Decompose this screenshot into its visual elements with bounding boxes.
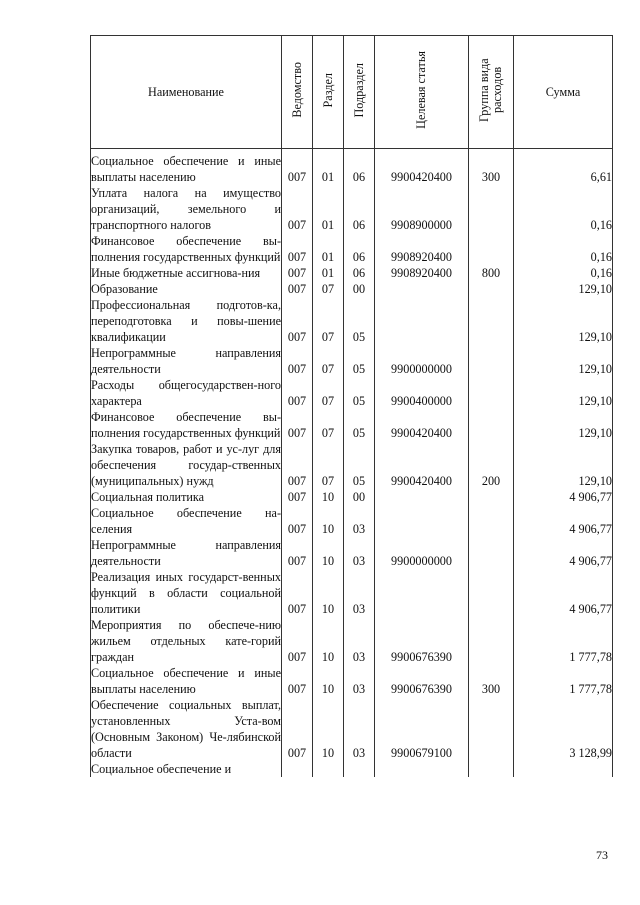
table-row	[91, 665, 613, 697]
row-target-article: 9900000000	[375, 537, 469, 569]
row-sum: 4 906,77	[514, 569, 613, 617]
row-name: Непрограммные направления деятельности	[91, 538, 281, 568]
row-vedomstvo: 007	[282, 489, 313, 505]
row-podrazdel: 00	[344, 281, 375, 297]
row-podrazdel: 00	[344, 489, 375, 505]
table-row	[91, 265, 613, 281]
header-name: Наименование	[91, 36, 282, 149]
row-target-article	[375, 489, 469, 505]
row-expense-group: 300	[469, 665, 514, 697]
header-expense-group: Группа вида расходов	[469, 36, 514, 149]
header-sum: Сумма	[514, 36, 613, 149]
row-target-article: 9908920400	[375, 233, 469, 265]
row-name: Закупка товаров, работ и ус-луг для обеспечения государ-ственных (муниципальных) нужд	[91, 442, 281, 488]
table-row	[91, 185, 613, 233]
row-podrazdel: 03	[344, 665, 375, 697]
row-name: Иные бюджетные ассигнова-ния	[91, 265, 282, 281]
row-sum: 129,10	[514, 377, 613, 409]
table-row	[91, 569, 613, 617]
row-expense-group	[469, 489, 514, 505]
row-vedomstvo: 007	[282, 569, 313, 617]
row-name: Социальное обеспечение и	[91, 761, 282, 777]
row-sum: 4 906,77	[514, 489, 613, 505]
row-expense-group	[469, 505, 514, 537]
table-row	[91, 233, 613, 265]
row-podrazdel: 03	[344, 617, 375, 665]
row-expense-group	[469, 409, 514, 441]
table-row	[91, 761, 613, 777]
row-sum: 0,16	[514, 233, 613, 265]
row-sum: 1 777,78	[514, 617, 613, 665]
row-podrazdel: 06	[344, 265, 375, 281]
row-vedomstvo: 007	[282, 441, 313, 489]
row-podrazdel: 06	[344, 233, 375, 265]
row-vedomstvo: 007	[282, 377, 313, 409]
row-razdel: 07	[313, 297, 344, 345]
row-name: Мероприятия по обеспече-нию жильем отдельных кате-горий граждан	[91, 618, 281, 664]
row-name: Образование	[91, 281, 282, 297]
row-sum: 129,10	[514, 297, 613, 345]
row-target-article: 9900000000	[375, 345, 469, 377]
row-name: Социальное обеспечение и иные выплаты населению	[91, 149, 282, 186]
row-target-article: 9900420400	[375, 149, 469, 186]
header-row	[91, 36, 613, 149]
row-vedomstvo: 007	[282, 345, 313, 377]
row-razdel: 10	[313, 569, 344, 617]
row-vedomstvo: 007	[282, 697, 313, 761]
row-vedomstvo: 007	[282, 617, 313, 665]
row-expense-group	[469, 697, 514, 761]
row-target-article	[375, 505, 469, 537]
table-row	[91, 345, 613, 377]
row-expense-group	[469, 185, 514, 233]
row-vedomstvo: 007	[282, 409, 313, 441]
row-sum: 6,61	[514, 149, 613, 186]
header-podrazdel: Подраздел	[344, 36, 375, 149]
row-vedomstvo: 007	[282, 505, 313, 537]
row-razdel: 01	[313, 265, 344, 281]
row-name: Обеспечение социальных выплат, установленных Уста-вом (Основным Законом) Че-лябинской области	[91, 698, 281, 760]
row-target-article: 9900420400	[375, 441, 469, 489]
row-razdel: 10	[313, 665, 344, 697]
row-razdel: 07	[313, 409, 344, 441]
row-vedomstvo: 007	[282, 149, 313, 186]
row-expense-group: 300	[469, 149, 514, 186]
row-name: Профессиональная подготов-ка, переподготовка и повы-шение квалификации	[91, 298, 281, 344]
row-podrazdel: 05	[344, 441, 375, 489]
row-razdel: 10	[313, 505, 344, 537]
table-body	[91, 149, 613, 778]
row-razdel: 10	[313, 617, 344, 665]
row-podrazdel: 06	[344, 185, 375, 233]
row-name: Уплата налога на имущество организаций, земельного и транспортного налогов	[91, 186, 281, 232]
row-expense-group	[469, 297, 514, 345]
row-target-article: 9900400000	[375, 377, 469, 409]
row-target-article: 9908920400	[375, 265, 469, 281]
row-podrazdel: 03	[344, 505, 375, 537]
row-sum: 129,10	[514, 409, 613, 441]
row-vedomstvo: 007	[282, 233, 313, 265]
row-target-article: 9900420400	[375, 409, 469, 441]
header-vedomstvo: Ведомство	[282, 36, 313, 149]
row-target-article	[375, 281, 469, 297]
row-razdel: 07	[313, 377, 344, 409]
row-razdel: 07	[313, 281, 344, 297]
row-expense-group: 800	[469, 265, 514, 281]
row-razdel: 10	[313, 489, 344, 505]
row-razdel: 01	[313, 149, 344, 186]
row-expense-group	[469, 233, 514, 265]
row-razdel: 07	[313, 441, 344, 489]
row-expense-group	[469, 377, 514, 409]
row-expense-group	[469, 569, 514, 617]
row-vedomstvo: 007	[282, 185, 313, 233]
table-row	[91, 441, 613, 489]
row-razdel: 07	[313, 345, 344, 377]
row-target-article: 9908900000	[375, 185, 469, 233]
row-vedomstvo: 007	[282, 297, 313, 345]
row-podrazdel: 05	[344, 409, 375, 441]
row-target-article: 9900679100	[375, 697, 469, 761]
row-podrazdel: 03	[344, 537, 375, 569]
row-target-article: 9900676390	[375, 665, 469, 697]
row-sum: 3 128,99	[514, 697, 613, 761]
row-sum: 4 906,77	[514, 537, 613, 569]
row-target-article: 9900676390	[375, 617, 469, 665]
row-razdel: 10	[313, 697, 344, 761]
row-target-article	[375, 569, 469, 617]
row-vedomstvo: 007	[282, 665, 313, 697]
row-vedomstvo: 007	[282, 265, 313, 281]
table-row	[91, 297, 613, 345]
row-sum: 0,16	[514, 265, 613, 281]
table-row	[91, 697, 613, 761]
row-podrazdel: 03	[344, 697, 375, 761]
row-expense-group: 200	[469, 441, 514, 489]
row-razdel: 10	[313, 537, 344, 569]
row-expense-group	[469, 345, 514, 377]
row-name: Социальная политика	[91, 489, 282, 505]
row-name: Реализация иных государст-венных функций в области социальной политики	[91, 570, 281, 616]
row-sum: 129,10	[514, 281, 613, 297]
page-number: 73	[596, 848, 608, 862]
row-expense-group	[469, 537, 514, 569]
row-sum: 129,10	[514, 345, 613, 377]
row-podrazdel: 06	[344, 149, 375, 186]
table-row	[91, 489, 613, 505]
row-expense-group	[469, 617, 514, 665]
row-name: Финансовое обеспечение вы-полнения государственных функций	[91, 410, 281, 440]
row-expense-group	[469, 281, 514, 297]
budget-table	[90, 35, 613, 777]
header-razdel: Раздел	[313, 36, 344, 149]
row-sum: 0,16	[514, 185, 613, 233]
row-name: Расходы общегосударствен-ного характера	[91, 378, 281, 408]
table-row	[91, 617, 613, 665]
row-name: Социальное обеспечение на-селения	[91, 506, 281, 536]
row-podrazdel: 05	[344, 377, 375, 409]
row-name: Социальное обеспечение и иные выплаты населению	[91, 666, 281, 696]
row-podrazdel: 03	[344, 569, 375, 617]
row-name: Непрограммные направления деятельности	[91, 346, 281, 376]
row-target-article	[375, 297, 469, 345]
table-row	[91, 377, 613, 409]
row-vedomstvo: 007	[282, 281, 313, 297]
table-row	[91, 281, 613, 297]
table-row	[91, 409, 613, 441]
row-razdel: 01	[313, 185, 344, 233]
table-row	[91, 149, 613, 186]
row-sum: 129,10	[514, 441, 613, 489]
row-vedomstvo: 007	[282, 537, 313, 569]
row-podrazdel: 05	[344, 297, 375, 345]
header-target-article: Целевая статья	[375, 36, 469, 149]
row-sum: 1 777,78	[514, 665, 613, 697]
table-row	[91, 505, 613, 537]
row-podrazdel: 05	[344, 345, 375, 377]
row-razdel: 01	[313, 233, 344, 265]
table-row	[91, 537, 613, 569]
row-sum: 4 906,77	[514, 505, 613, 537]
row-name: Финансовое обеспечение вы-полнения государственных функций	[91, 234, 281, 264]
